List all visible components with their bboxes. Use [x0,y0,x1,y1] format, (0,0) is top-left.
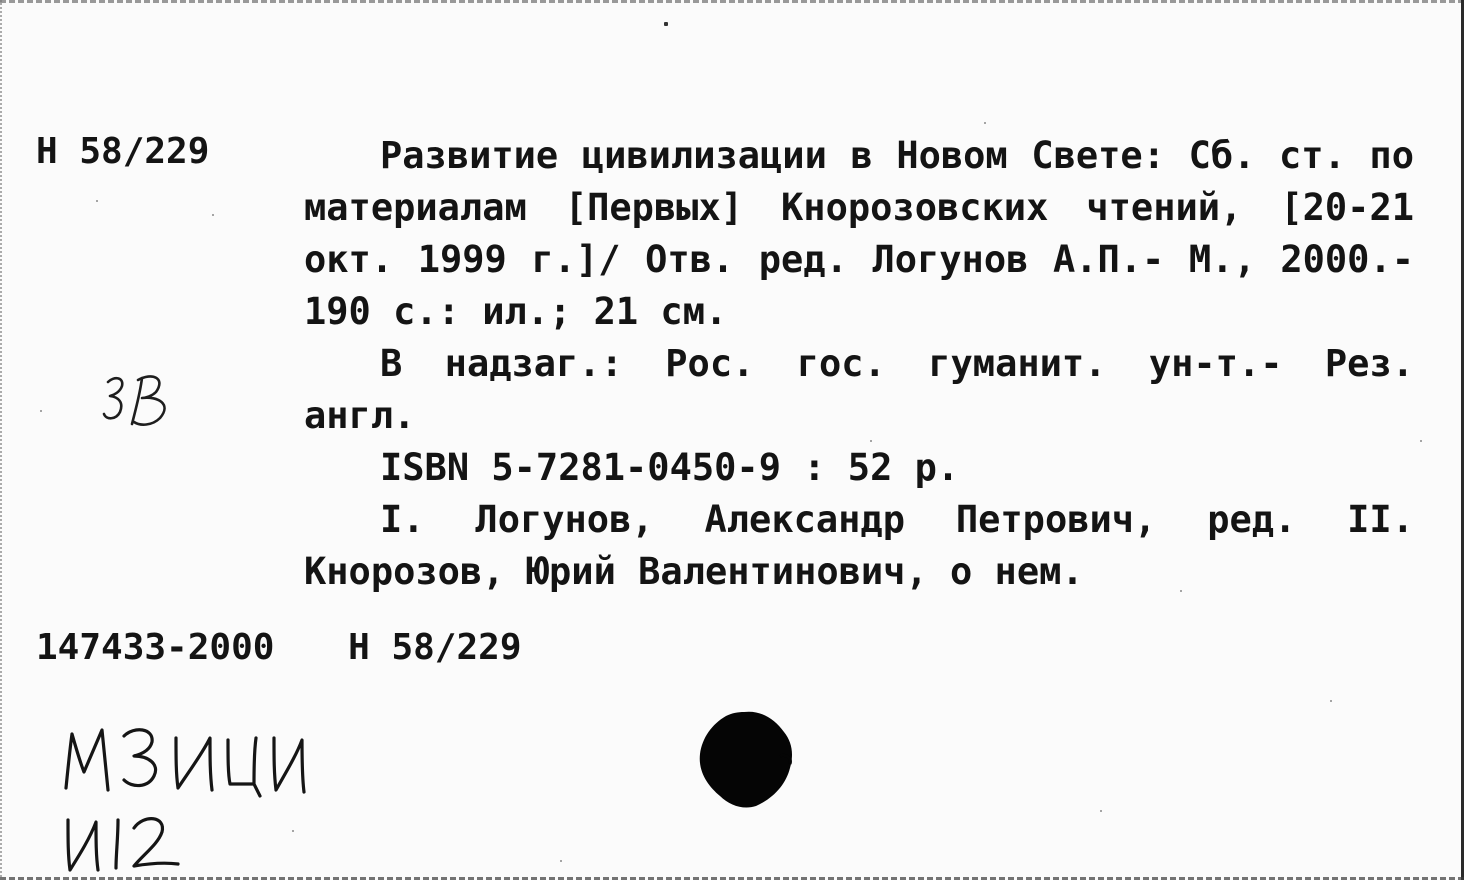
card-top-edge [0,0,1464,6]
card-left-edge [0,0,5,880]
handwritten-code-line-2 [62,806,192,876]
shelf-mark: H 58/229 [36,131,210,172]
card-footer [36,624,522,672]
punch-hole [694,710,800,810]
accession-number: 147433-2000 [36,627,275,668]
bibliographic-description [304,130,1414,598]
title-statement: Развитие цивилизации в Новом Свете: Сб. ст. по материалам [Первых] Кнорозовских чтений, [20-21 окт. 1999 г.]/ Отв. ред. Логунов А.П.- М., 2000.- 190 с.: ил.; 21 см. [304,134,1414,333]
isbn-line: ISBN 5-7281-0450-9 : 52 р. [380,446,960,489]
card-bottom-edge [0,875,1464,880]
handwritten-code-line-1 [58,718,308,798]
card-right-edge [1456,0,1464,880]
footer-shelf-mark: H 58/229 [348,627,522,668]
added-entries: I. Логунов, Александр Петрович, ред. II. Кнорозов, Юрий Валентинович, о нем. [304,498,1414,593]
handwritten-side-note [96,368,192,440]
note-paragraph: В надзаг.: Рос. гос. гуманит. ун-т.- Рез. англ. [304,342,1414,437]
